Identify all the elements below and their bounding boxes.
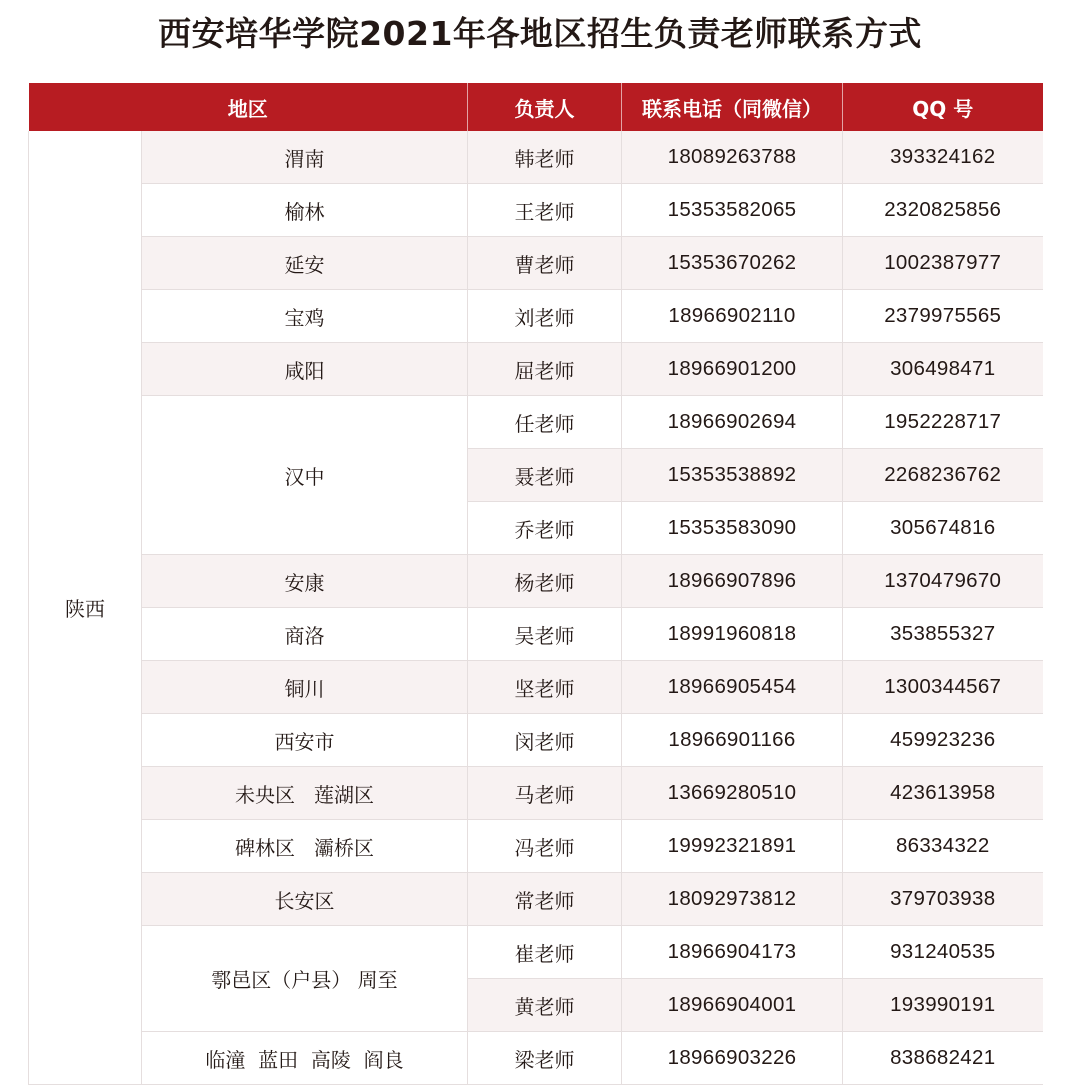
- phone-cell: 18966902694: [622, 396, 843, 449]
- teacher-cell: 马老师: [468, 767, 622, 820]
- table-row: [29, 396, 1043, 449]
- phone-cell: 18966907896: [622, 555, 843, 608]
- qq-cell: 86334322: [843, 820, 1043, 873]
- qq-cell: 931240535: [843, 926, 1043, 979]
- qq-cell: 353855327: [843, 608, 1043, 661]
- city-cell: 咸阳: [142, 343, 468, 396]
- phone-cell: 18089263788: [622, 131, 843, 184]
- table-row: [29, 555, 1043, 608]
- table-row: [29, 608, 1043, 661]
- teacher-cell: 杨老师: [468, 555, 622, 608]
- table-row: [29, 820, 1043, 873]
- qq-cell: 838682421: [843, 1032, 1043, 1085]
- table-row: [29, 714, 1043, 767]
- teacher-cell: 闵老师: [468, 714, 622, 767]
- city-cell: 榆林: [142, 184, 468, 237]
- header-phone: 联系电话（同微信）: [622, 83, 843, 131]
- city-cell: 延安: [142, 237, 468, 290]
- phone-cell: 18966901166: [622, 714, 843, 767]
- teacher-cell: 聂老师: [468, 449, 622, 502]
- qq-cell: 459923236: [843, 714, 1043, 767]
- phone-cell: 19992321891: [622, 820, 843, 873]
- city-cell: 临潼 蓝田 高陵 阎良: [142, 1032, 468, 1085]
- city-cell: 安康: [142, 555, 468, 608]
- phone-cell: 15353538892: [622, 449, 843, 502]
- qq-cell: 379703938: [843, 873, 1043, 926]
- city-cell: 铜川: [142, 661, 468, 714]
- header-region: 地区: [29, 83, 468, 131]
- contacts-table: [28, 83, 1043, 1085]
- teacher-cell: 黄老师: [468, 979, 622, 1032]
- city-cell: 长安区: [142, 873, 468, 926]
- phone-cell: 18966901200: [622, 343, 843, 396]
- qq-cell: 423613958: [843, 767, 1043, 820]
- teacher-cell: 常老师: [468, 873, 622, 926]
- table-row: [29, 237, 1043, 290]
- teacher-cell: 屈老师: [468, 343, 622, 396]
- teacher-cell: 坚老师: [468, 661, 622, 714]
- page-title: 西安培华学院2021年各地区招生负责老师联系方式: [158, 14, 922, 53]
- qq-cell: 2268236762: [843, 449, 1043, 502]
- phone-cell: 18966902110: [622, 290, 843, 343]
- teacher-cell: 崔老师: [468, 926, 622, 979]
- table-row: [29, 343, 1043, 396]
- phone-cell: 18092973812: [622, 873, 843, 926]
- table-row: [29, 290, 1043, 343]
- table-row: [29, 661, 1043, 714]
- qq-cell: 1952228717: [843, 396, 1043, 449]
- table-row: [29, 926, 1043, 979]
- teacher-cell: 梁老师: [468, 1032, 622, 1085]
- phone-cell: 18966904001: [622, 979, 843, 1032]
- phone-cell: 18991960818: [622, 608, 843, 661]
- qq-cell: 393324162: [843, 131, 1043, 184]
- header-person: 负责人: [468, 83, 622, 131]
- phone-cell: 15353582065: [622, 184, 843, 237]
- qq-cell: 1002387977: [843, 237, 1043, 290]
- teacher-cell: 任老师: [468, 396, 622, 449]
- qq-cell: 2379975565: [843, 290, 1043, 343]
- teacher-cell: 乔老师: [468, 502, 622, 555]
- table-row: [29, 184, 1043, 237]
- teacher-cell: 曹老师: [468, 237, 622, 290]
- phone-cell: 15353670262: [622, 237, 843, 290]
- city-cell: 汉中: [142, 396, 468, 555]
- teacher-cell: 冯老师: [468, 820, 622, 873]
- teacher-cell: 吴老师: [468, 608, 622, 661]
- qq-cell: 305674816: [843, 502, 1043, 555]
- table-row: [29, 767, 1043, 820]
- qq-cell: 1300344567: [843, 661, 1043, 714]
- phone-cell: 18966904173: [622, 926, 843, 979]
- qq-cell: 1370479670: [843, 555, 1043, 608]
- table-row: [29, 131, 1043, 184]
- city-cell: 西安市: [142, 714, 468, 767]
- header-qq: QQ 号: [843, 83, 1043, 131]
- qq-cell: 2320825856: [843, 184, 1043, 237]
- phone-cell: 18966903226: [622, 1032, 843, 1085]
- city-cell: 商洛: [142, 608, 468, 661]
- phone-cell: 13669280510: [622, 767, 843, 820]
- city-cell: 宝鸡: [142, 290, 468, 343]
- province-cell: 陕西: [29, 131, 142, 1085]
- table-row: [29, 1032, 1043, 1085]
- city-cell: 鄠邑区（户县） 周至: [142, 926, 468, 1032]
- city-cell: 渭南: [142, 131, 468, 184]
- city-cell: 碑林区 灞桥区: [142, 820, 468, 873]
- table-header-row: [29, 83, 1043, 131]
- phone-cell: 15353583090: [622, 502, 843, 555]
- qq-cell: 306498471: [843, 343, 1043, 396]
- city-cell: 未央区 莲湖区: [142, 767, 468, 820]
- teacher-cell: 刘老师: [468, 290, 622, 343]
- teacher-cell: 韩老师: [468, 131, 622, 184]
- qq-cell: 193990191: [843, 979, 1043, 1032]
- phone-cell: 18966905454: [622, 661, 843, 714]
- teacher-cell: 王老师: [468, 184, 622, 237]
- table-row: [29, 873, 1043, 926]
